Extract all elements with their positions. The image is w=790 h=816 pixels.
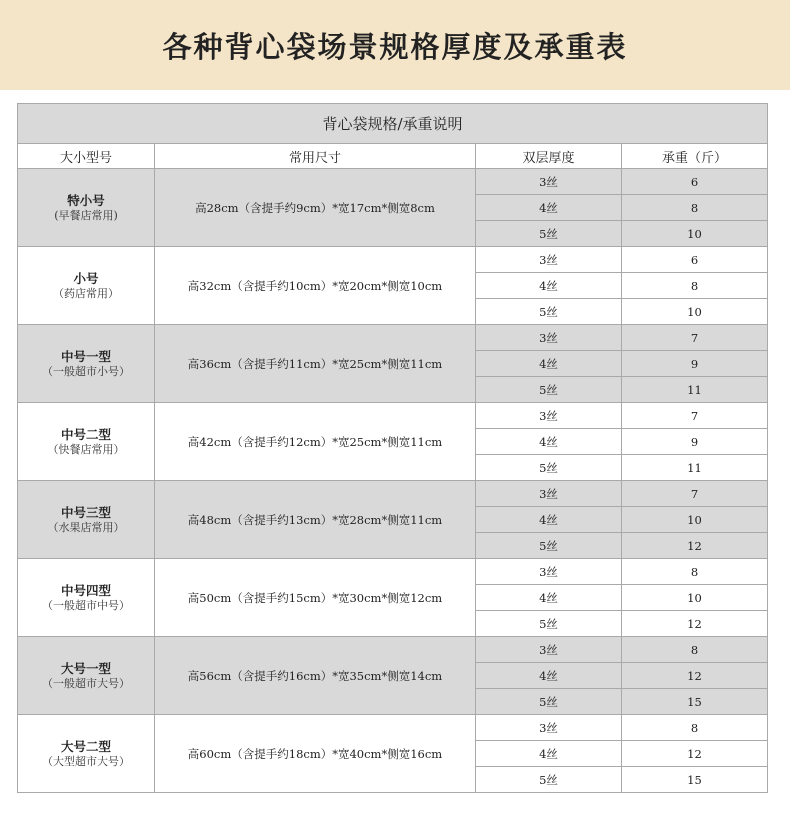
thickness-cell: 4丝 [476,351,622,377]
thickness-cell: 5丝 [476,299,622,325]
load-cell: 10 [622,221,768,247]
size-cell: 高48cm（含提手约13cm）*宽28cm*侧宽11cm [155,481,476,559]
thickness-cell: 3丝 [476,715,622,741]
model-name: 小号 [73,270,99,286]
load-cell: 15 [622,689,768,715]
title-banner [0,0,790,90]
thickness-cell: 4丝 [476,507,622,533]
model-name: 特小号 [67,192,105,208]
load-cell: 9 [622,429,768,455]
model-name: 大号二型 [60,738,111,754]
model-cell [18,715,155,793]
load-cell: 12 [622,611,768,637]
model-name: 中号四型 [60,582,111,598]
table-row [18,325,768,351]
size-cell: 高56cm（含提手约16cm）*宽35cm*侧宽14cm [155,637,476,715]
table-row [18,169,768,195]
model-usage: (早餐店常用) [54,208,118,222]
load-cell: 9 [622,351,768,377]
thickness-cell: 4丝 [476,663,622,689]
table-caption: 背心袋规格/承重说明 [18,104,768,144]
load-cell: 8 [622,195,768,221]
thickness-cell: 3丝 [476,481,622,507]
load-cell: 8 [622,559,768,585]
size-cell: 高42cm（含提手约12cm）*宽25cm*侧宽11cm [155,403,476,481]
model-name: 中号二型 [60,426,111,442]
model-cell [18,559,155,637]
thickness-cell: 5丝 [476,377,622,403]
size-cell: 高28cm（含提手约9cm）*宽17cm*侧宽8cm [155,169,476,247]
load-cell: 11 [622,377,768,403]
load-cell: 12 [622,741,768,767]
load-cell: 6 [622,169,768,195]
table-row [18,715,768,741]
load-cell: 10 [622,299,768,325]
model-usage: （一般超市中号） [42,598,130,612]
thickness-cell: 4丝 [476,429,622,455]
model-name: 中号三型 [60,504,111,520]
table-row [18,637,768,663]
model-cell [18,247,155,325]
load-cell: 8 [622,715,768,741]
thickness-cell: 5丝 [476,533,622,559]
header-load: 承重（斤） [622,144,768,169]
header-size: 常用尺寸 [155,144,476,169]
load-cell: 12 [622,533,768,559]
thickness-cell: 3丝 [476,637,622,663]
load-cell: 7 [622,325,768,351]
thickness-cell: 3丝 [476,247,622,273]
model-cell [18,403,155,481]
model-cell [18,169,155,247]
load-cell: 8 [622,637,768,663]
load-cell: 7 [622,481,768,507]
model-usage: （水果店常用） [47,520,125,534]
thickness-cell: 3丝 [476,169,622,195]
table-row [18,247,768,273]
model-usage: （一般超市大号） [42,676,130,690]
model-cell [18,481,155,559]
model-usage: （药店常用） [53,286,119,300]
thickness-cell: 5丝 [476,611,622,637]
load-cell: 10 [622,507,768,533]
thickness-cell: 4丝 [476,741,622,767]
table-row [18,481,768,507]
thickness-cell: 4丝 [476,585,622,611]
header-thickness: 双层厚度 [476,144,622,169]
size-cell: 高36cm（含提手约11cm）*宽25cm*侧宽11cm [155,325,476,403]
model-usage: （快餐店常用） [47,442,125,456]
load-cell: 15 [622,767,768,793]
thickness-cell: 5丝 [476,689,622,715]
size-cell: 高60cm（含提手约18cm）*宽40cm*侧宽16cm [155,715,476,793]
thickness-cell: 5丝 [476,767,622,793]
size-cell: 高50cm（含提手约15cm）*宽30cm*侧宽12cm [155,559,476,637]
model-cell [18,637,155,715]
spec-table [17,103,768,793]
thickness-cell: 5丝 [476,221,622,247]
model-usage: （大型超市大号） [42,754,130,768]
page-title: 各种背心袋场景规格厚度及承重表 [162,29,628,64]
load-cell: 12 [622,663,768,689]
model-name: 大号一型 [60,660,111,676]
table-row [18,403,768,429]
model-name: 中号一型 [60,348,111,364]
thickness-cell: 4丝 [476,195,622,221]
load-cell: 10 [622,585,768,611]
thickness-cell: 3丝 [476,559,622,585]
header-model: 大小型号 [18,144,155,169]
table-row [18,559,768,585]
load-cell: 8 [622,273,768,299]
load-cell: 11 [622,455,768,481]
thickness-cell: 4丝 [476,273,622,299]
table-body [18,169,768,793]
thickness-cell: 3丝 [476,403,622,429]
load-cell: 7 [622,403,768,429]
thickness-cell: 5丝 [476,455,622,481]
size-cell: 高32cm（含提手约10cm）*宽20cm*侧宽10cm [155,247,476,325]
model-cell [18,325,155,403]
load-cell: 6 [622,247,768,273]
thickness-cell: 3丝 [476,325,622,351]
model-usage: （一般超市小号） [42,364,130,378]
